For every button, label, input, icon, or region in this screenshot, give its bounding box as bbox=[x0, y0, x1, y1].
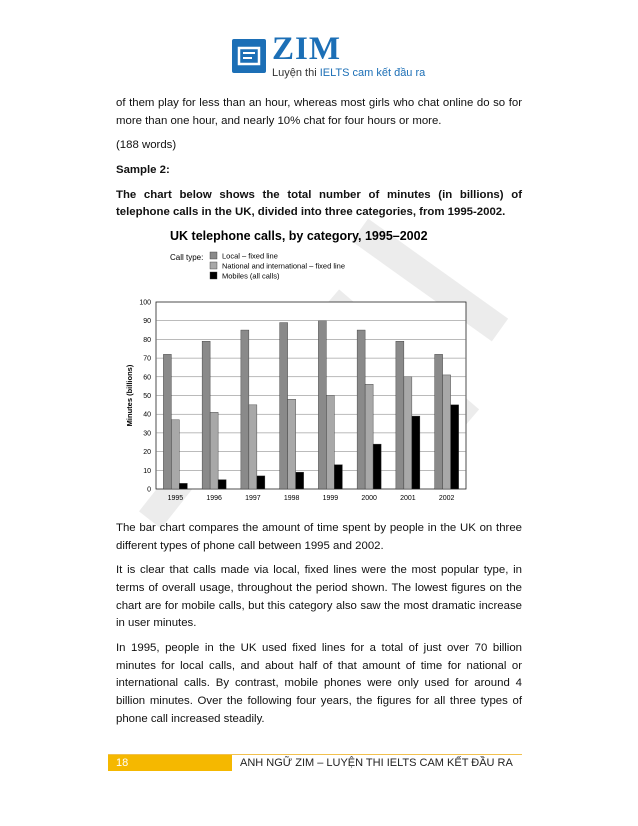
y-tick-label: 90 bbox=[143, 318, 151, 326]
bar bbox=[163, 354, 171, 489]
y-tick-label: 70 bbox=[143, 355, 151, 363]
chart-title: UK telephone calls, by category, 1995–2002 bbox=[170, 229, 428, 243]
y-tick-label: 20 bbox=[143, 449, 151, 457]
bar bbox=[365, 384, 373, 489]
y-tick-label: 0 bbox=[147, 486, 151, 494]
footer-text: ANH NGỮ ZIM – LUYỆN THI IELTS CAM KẾT ĐẦU RA bbox=[240, 757, 513, 769]
body-text-bottom bbox=[116, 520, 522, 735]
legend-swatch bbox=[210, 252, 217, 259]
bar bbox=[396, 341, 404, 489]
paragraph: In 1995, people in the UK used fixed lines for a total of just over 70 billion minutes for local calls, and about half of that amount of time for national or international calls. By contrast, mobile phones were only used for around 4 billion minutes. Over the following four years, the figures for all three types of phone call increased steadily. bbox=[116, 642, 522, 725]
bar bbox=[218, 480, 226, 489]
bar bbox=[280, 323, 288, 489]
bar-chart-svg bbox=[118, 222, 518, 512]
x-tick-label: 1995 bbox=[167, 495, 184, 502]
bar bbox=[326, 396, 334, 490]
y-tick-label: 100 bbox=[139, 299, 151, 307]
bar bbox=[435, 354, 443, 489]
logo-tagline: Luyện thi IELTS cam kết đầu ra bbox=[272, 67, 426, 79]
legend-entry: Local – fixed line bbox=[222, 251, 278, 261]
bar bbox=[296, 472, 304, 489]
legend-entry: National and international – fixed line bbox=[222, 261, 345, 271]
x-tick-label: 1999 bbox=[322, 495, 339, 502]
bar bbox=[451, 405, 459, 489]
x-tick-label: 2002 bbox=[438, 495, 455, 502]
bar bbox=[334, 465, 342, 489]
bar bbox=[210, 412, 218, 489]
bar bbox=[257, 476, 265, 489]
bar bbox=[288, 399, 296, 489]
y-tick-label: 30 bbox=[143, 430, 151, 438]
legend-swatch bbox=[210, 262, 217, 269]
bar bbox=[443, 375, 451, 489]
logo-wordmark: ZIM bbox=[272, 31, 341, 67]
bar bbox=[179, 483, 187, 489]
bar bbox=[404, 377, 412, 489]
logo-book-icon bbox=[232, 39, 266, 73]
x-tick-label: 2000 bbox=[361, 495, 377, 502]
x-tick-label: 1996 bbox=[206, 495, 222, 502]
bar bbox=[412, 416, 420, 489]
y-tick-label: 80 bbox=[143, 336, 151, 344]
x-tick-label: 1997 bbox=[245, 495, 261, 502]
paragraph: It is clear that calls made via local, fixed lines were the most popular type, in terms of overall usage, throughout the period shown. The lowest figures on the chart are for mobile calls, but this category also saw the most dramatic increase in user minutes. bbox=[116, 564, 522, 630]
x-tick-label: 1998 bbox=[283, 495, 300, 502]
bar bbox=[249, 405, 257, 489]
bar bbox=[318, 321, 326, 489]
y-tick-label: 50 bbox=[143, 393, 151, 400]
word-count: (188 words) bbox=[116, 139, 177, 152]
bar bbox=[357, 330, 365, 489]
y-tick-label: 60 bbox=[143, 374, 151, 382]
bar bbox=[171, 420, 179, 489]
page-number: 18 bbox=[108, 755, 232, 771]
bar bbox=[373, 444, 381, 489]
y-tick-label: 40 bbox=[143, 411, 151, 419]
task-prompt: The chart below shows the total number of minutes (in billions) of telephone calls in the UK, divided into three categories, from 1995-2002. bbox=[116, 188, 522, 219]
zim-logo bbox=[232, 31, 432, 83]
sample-heading: Sample 2: bbox=[116, 164, 170, 177]
y-tick-label: 10 bbox=[143, 467, 151, 475]
legend-caption: Call type: bbox=[170, 253, 204, 262]
body-text-top bbox=[116, 95, 522, 229]
legend-entry: Mobiles (all calls) bbox=[222, 271, 280, 281]
bar-chart bbox=[118, 222, 518, 512]
paragraph: The bar chart compares the amount of time spent by people in the UK on three different types of phone call between 1995 and 2002. bbox=[116, 522, 522, 552]
bar bbox=[241, 330, 249, 489]
y-axis-label: Minutes (billions) bbox=[125, 364, 134, 427]
legend-swatch bbox=[210, 272, 217, 279]
paragraph: of them play for less than an hour, whereas most girls who chat online do so for more than one hour, and nearly 10% chat for four hours or more. bbox=[116, 97, 522, 127]
bar bbox=[202, 341, 210, 489]
x-tick-label: 2001 bbox=[400, 495, 416, 502]
